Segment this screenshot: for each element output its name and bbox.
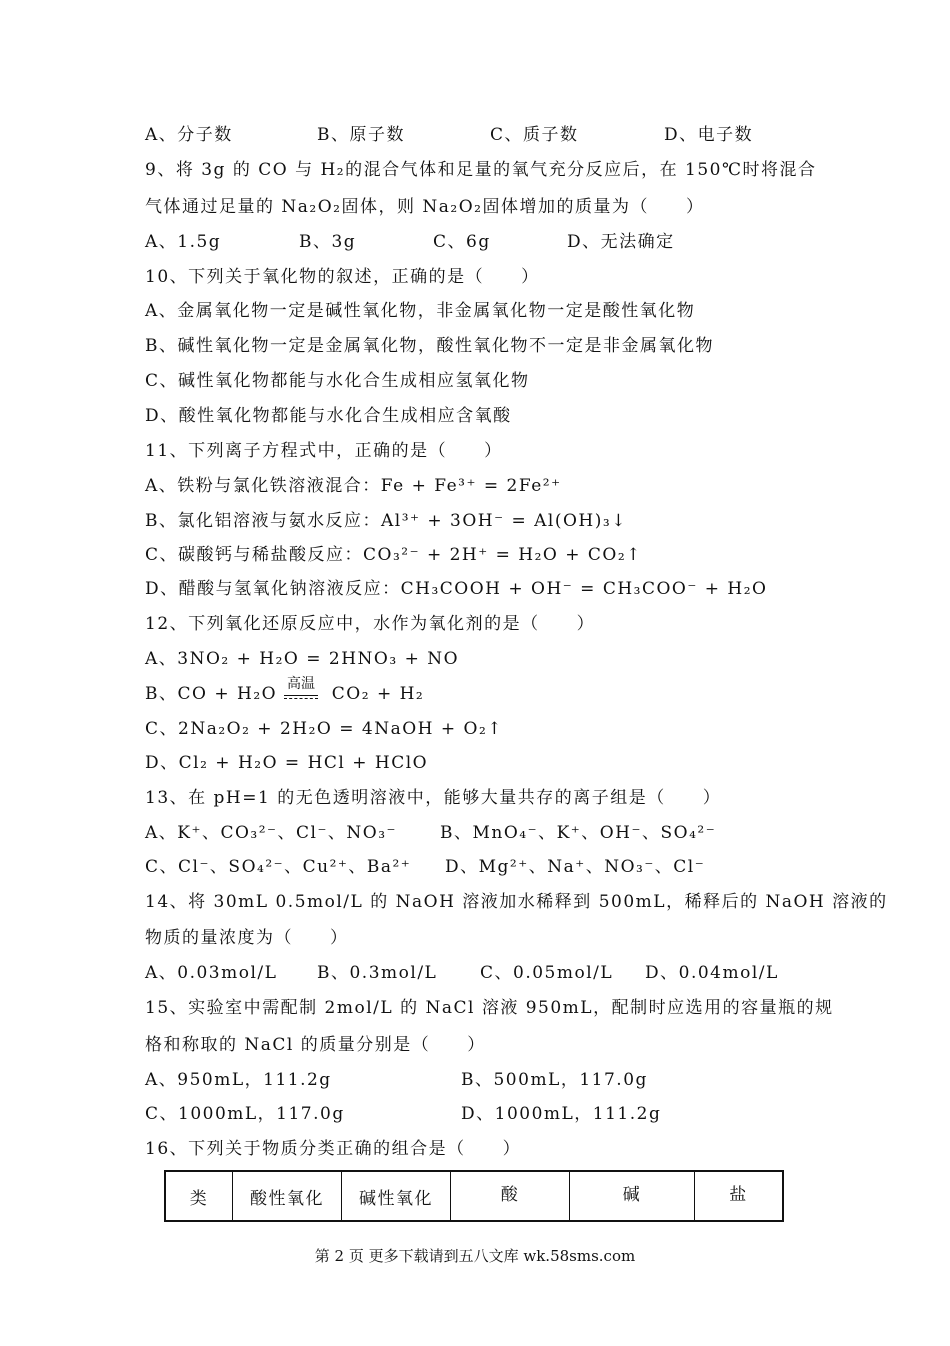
q14-option-b: B、0.3mol/L xyxy=(317,963,438,983)
q15-option-d: D、1000mL，111.2g xyxy=(461,1104,662,1124)
table-header-cell: 类 xyxy=(165,1171,233,1221)
q13-option-a: A、K⁺、CO₃²⁻、Cl⁻、NO₃⁻ xyxy=(145,823,398,843)
table-header-cell: 酸性氧化 xyxy=(233,1171,342,1221)
q11-option-a: A、铁粉与氯化铁溶液混合：Fe + Fe³⁺ = 2Fe²⁺ xyxy=(145,476,562,496)
q15-line-2: 格和称取的 NaCl 的质量分别是（ ） xyxy=(145,1035,486,1055)
q10-option-c: C、碱性氧化物都能与水化合生成相应氢氧化物 xyxy=(145,371,530,391)
q12-option-b-reactants: B、CO + H₂O xyxy=(145,684,278,704)
equals-sign-icon xyxy=(284,695,318,699)
q8-option-a: A、分子数 xyxy=(145,125,233,145)
q8-option-d: D、电子数 xyxy=(664,125,754,145)
q10-option-b: B、碱性氧化物一定是金属氧化物，酸性氧化物不一定是非金属氧化物 xyxy=(145,336,714,356)
q13-option-d: D、Mg²⁺、Na⁺、NO₃⁻、Cl⁻ xyxy=(445,857,706,877)
q13-stem: 13、在 pH=1 的无色透明溶液中，能够大量共存的离子组是（ ） xyxy=(145,788,722,808)
q13-option-b: B、MnO₄⁻、K⁺、OH⁻、SO₄²⁻ xyxy=(440,823,717,843)
table-header-cell: 碱 xyxy=(570,1171,695,1221)
q9-option-b: B、3g xyxy=(299,232,357,252)
q11-option-c: C、碳酸钙与稀盐酸反应：CO₃²⁻ + 2H⁺ = H₂O + CO₂↑ xyxy=(145,545,642,565)
q8-option-b: B、原子数 xyxy=(317,125,405,145)
q15-option-c: C、1000mL，117.0g xyxy=(145,1104,345,1124)
q14-line-1: 14、将 30mL 0.5mol/L 的 NaOH 溶液加水稀释到 500mL，稀释后的 NaOH 溶液的 xyxy=(145,892,888,912)
q14-option-c: C、0.05mol/L xyxy=(480,963,614,983)
q10-stem: 10、下列关于氧化物的叙述，正确的是（ ） xyxy=(145,267,540,287)
q8-option-c: C、质子数 xyxy=(490,125,579,145)
q11-stem: 11、下列离子方程式中，正确的是（ ） xyxy=(145,441,503,461)
q11-option-b: B、氯化铝溶液与氨水反应：Al³⁺ + 3OH⁻ = Al(OH)₃↓ xyxy=(145,511,627,531)
q15-option-a: A、950mL，111.2g xyxy=(145,1070,332,1090)
q10-option-a: A、金属氧化物一定是碱性氧化物，非金属氧化物一定是酸性氧化物 xyxy=(145,301,696,321)
q14-option-d: D、0.04mol/L xyxy=(645,963,779,983)
q9-line-2: 气体通过足量的 Na₂O₂固体，则 Na₂O₂固体增加的质量为（ ） xyxy=(145,197,705,217)
q14-option-a: A、0.03mol/L xyxy=(145,963,278,983)
q14-line-2: 物质的量浓度为（ ） xyxy=(145,928,349,948)
q12-option-b-products: CO₂ + H₂ xyxy=(324,684,425,704)
q12-option-c: C、2Na₂O₂ + 2H₂O = 4NaOH + O₂↑ xyxy=(145,719,504,739)
q13-option-c: C、Cl⁻、SO₄²⁻、Cu²⁺、Ba²⁺ xyxy=(145,857,412,877)
q9-line-1: 9、将 3g 的 CO 与 H₂的混合气体和足量的氧气充分反应后，在 150℃时将混合 xyxy=(145,160,817,180)
q12-option-b xyxy=(145,676,425,705)
page-footer: 第 2 页 更多下载请到五八文库 wk.58sms.com xyxy=(314,1247,636,1265)
table-header-cell: 酸 xyxy=(451,1171,570,1221)
q9-option-a: A、1.5g xyxy=(145,232,222,252)
q12-stem: 12、下列氧化还原反应中，水作为氧化剂的是（ ） xyxy=(145,614,596,634)
q11-option-d: D、醋酸与氢氧化钠溶液反应：CH₃COOH + OH⁻ = CH₃COO⁻ + H₂O xyxy=(145,579,768,599)
table-header-row xyxy=(165,1171,783,1221)
q15-line-1: 15、实验室中需配制 2mol/L 的 NaCl 溶液 950mL，配制时应选用的容量瓶的规 xyxy=(145,998,834,1018)
q9-option-d: D、无法确定 xyxy=(567,232,675,252)
q16-stem: 16、下列关于物质分类正确的组合是（ ） xyxy=(145,1139,522,1159)
q12-option-a: A、3NO₂ + H₂O = 2HNO₃ + NO xyxy=(145,649,460,669)
q15-option-b: B、500mL，117.0g xyxy=(461,1070,648,1090)
q9-option-c: C、6g xyxy=(433,232,491,252)
reaction-condition-arrow xyxy=(284,676,318,699)
q12-option-d: D、Cl₂ + H₂O = HCl + HClO xyxy=(145,753,429,773)
classification-table xyxy=(164,1170,784,1222)
table-header-cell: 盐 xyxy=(695,1171,784,1221)
reaction-condition-label: 高温 xyxy=(286,676,315,692)
q10-option-d: D、酸性氧化物都能与水化合生成相应含氧酸 xyxy=(145,406,512,426)
table-header-cell: 碱性氧化 xyxy=(342,1171,451,1221)
